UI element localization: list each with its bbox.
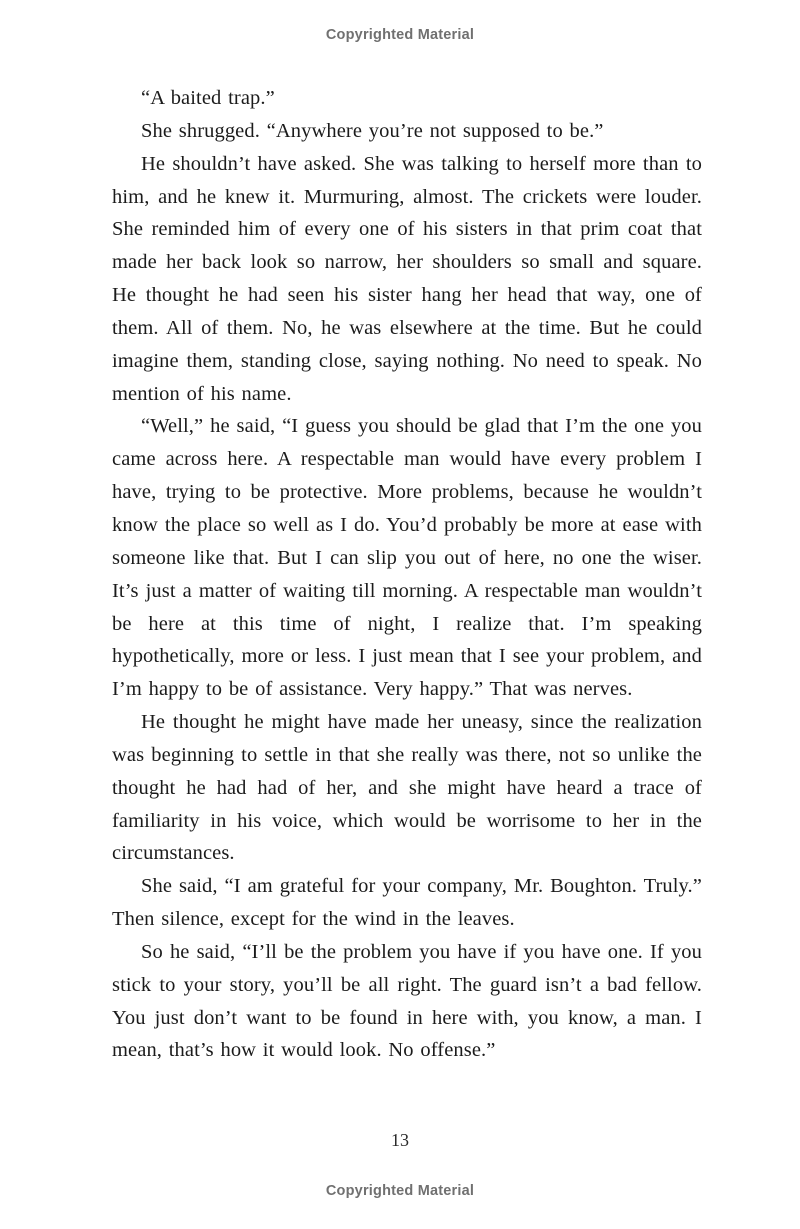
paragraph-narration-1: He shouldn’t have asked. She was talking to herself more than to him, and he knew it. Murmuring, almost. The crickets were louder. She reminded him of every one of his sisters in that prim coat that made her back look so narrow, her shoulders so small and square. He thought he had seen his sister hang her head that way, one of them. All of them. No, he was elsewhere at the time. But he could imagine them, standing close, saying nothing. No need to speak. No mention of his name. (112, 152, 702, 405)
copyright-notice-bottom: Copyrighted Material (325, 1183, 475, 1199)
paragraph-dialogue-2: She shrugged. “Anywhere you’re not supposed to be.” (141, 119, 604, 142)
copyright-notice-top: Copyrighted Material (325, 27, 475, 43)
paragraph-dialogue-5: So he said, “I’ll be the problem you have if you have one. If you stick to your story, you’ll be all right. The guard isn’t a bad fellow. You just don’t want to be found in here with, you know, a man. I mean, that’s how it would look. No offense.” (112, 940, 702, 1062)
paragraph-dialogue-1: “A baited trap.” (141, 87, 275, 109)
paragraph-dialogue-4: She said, “I am grateful for your company, Mr. Boughton. Truly.” Then silence, except for the wind in the leaves. (112, 875, 702, 931)
body-text (112, 82, 702, 1067)
paragraph-narration-2: He thought he might have made her uneasy, since the realization was beginning to settle in that she really was there, not so unlike the thought he had had of her, and she might have heard a trace of familiarity in his voice, which would be worrisome to her in the circumstances. (112, 711, 702, 865)
page-number: 13 (391, 1130, 409, 1150)
paragraph-dialogue-3: “Well,” he said, “I guess you should be glad that I’m the one you came across here. A respectable man would have every problem I have, trying to be protective. More problems, because he wouldn’t know the place so well as I do. You’d probably be more at ease with someone like that. But I can slip you out of here, no one the wiser. It’s just a matter of waiting till morning. A respectable man wouldn’t be here at this time of night, I realize that. I’m speaking hypothetically, more or less. I just mean that I see your problem, and I’m happy to be of assistance. Very happy.” That was nerves. (112, 415, 702, 701)
